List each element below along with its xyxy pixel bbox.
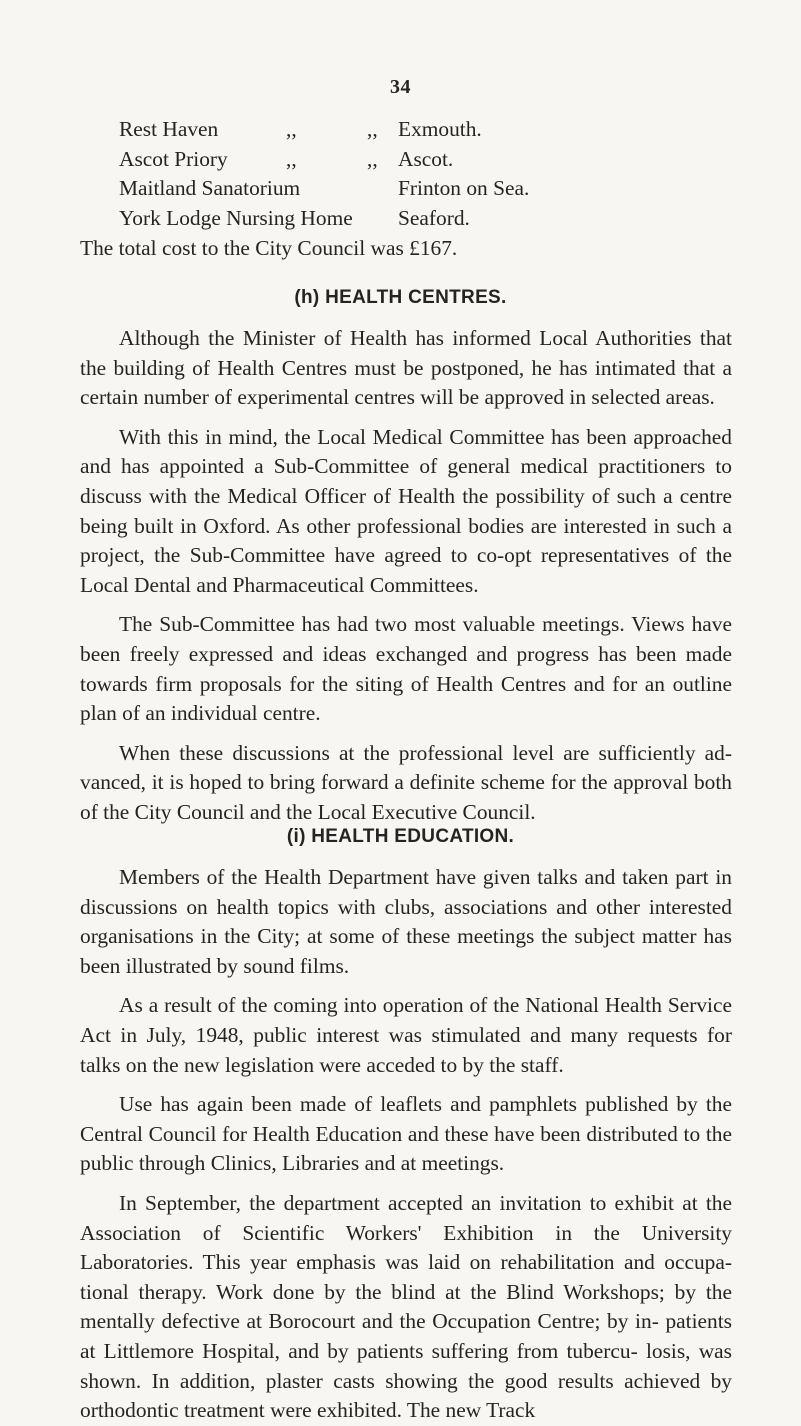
section-body-health-education	[80, 863, 732, 1426]
paragraph: With this in mind, the Local Medical Committee has been approached and has appointed a Sub-Committee of general medical practitioners to discuss with the Medical Officer of Health the possibility of such a centre being built in Oxford. As other professional bodies are interested in such a project, the Sub-Committee have agreed to co-opt representatives of the Local Dental and Pharmaceutical Committees.	[80, 424, 732, 597]
list-item	[119, 115, 739, 145]
home-name: York Lodge Nursing Home	[119, 205, 353, 230]
home-name: Maitland Sanatorium	[119, 176, 301, 201]
page-number: 34	[390, 76, 411, 98]
total-cost-line: The total cost to the City Council was £167.	[80, 236, 458, 260]
paragraph: As a result of the coming into operation of the National Health Service Act in July, 1948, public interest was stimulated and many requests for talks on the new legislation were acceded to by the staff.	[80, 993, 732, 1077]
list-item	[119, 145, 739, 175]
paragraph: When these discussions at the professional level are sufficiently ad- vanced, it is hoped to bring forward a definite scheme for the approval both of the City Council and the Local Executive Council.	[80, 740, 732, 824]
home-town: Exmouth.	[398, 117, 482, 141]
section-body-health-centres	[80, 324, 732, 828]
ditto-mark: ,,	[367, 146, 378, 171]
home-town: Frinton on Sea.	[398, 176, 530, 201]
paragraph: The Sub-Committee has had two most valuable meetings. Views have been freely expressed and ideas exchanged and progress has been made towards firm proposals for the siting of Health Centres and for an outline plan of an individual centre.	[80, 612, 732, 726]
home-name: Ascot Priory	[119, 146, 228, 171]
paragraph: Members of the Health Department have given talks and taken part in discussions on health topics with clubs, associations and other interested organisations in the City; at some of these meetings the subject matter has been illustrated by sound films.	[80, 865, 732, 978]
paragraph: Although the Minister of Health has informed Local Authorities that the building of Health Centres must be postponed, he has intimated that a certain number of experimental centres will be approved in selected areas.	[80, 326, 732, 410]
home-name: Rest Haven	[119, 117, 219, 141]
paragraph: In September, the department accepted an invitation to exhibit at the Association of Scientific Workers' Exhibition in the University Laboratories. This year emphasis was laid on rehabilitation and occupa- tional therapy. Work done by the blind at the Blind Workshops; by the mentally defective at Borocourt and the Occupation Centre; by in- patients at Littlemore Hospital, and by patients suffering from tubercu- losis, was shown. In addition, plaster casts showing the good results achieved by orthodontic treatment were exhibited. The new Track	[80, 1190, 732, 1423]
section-heading-health-education: (i) HEALTH EDUCATION.	[286, 826, 515, 847]
ditto-mark: ,,	[286, 146, 297, 171]
convalescent-homes-list	[119, 115, 739, 233]
ditto-mark: ,,	[367, 117, 378, 141]
paragraph: Use has again been made of leaflets and pamphlets published by the Central Council for Health Education and these have been distributed to the public through Clinics, Libraries and at meetings.	[80, 1092, 732, 1176]
section-heading-health-centres: (h) HEALTH CENTRES.	[294, 287, 507, 308]
home-town: Seaford.	[398, 205, 470, 230]
list-item	[119, 204, 739, 234]
ditto-mark: ,,	[286, 117, 297, 141]
home-town: Ascot.	[398, 146, 454, 171]
list-item	[119, 174, 739, 204]
